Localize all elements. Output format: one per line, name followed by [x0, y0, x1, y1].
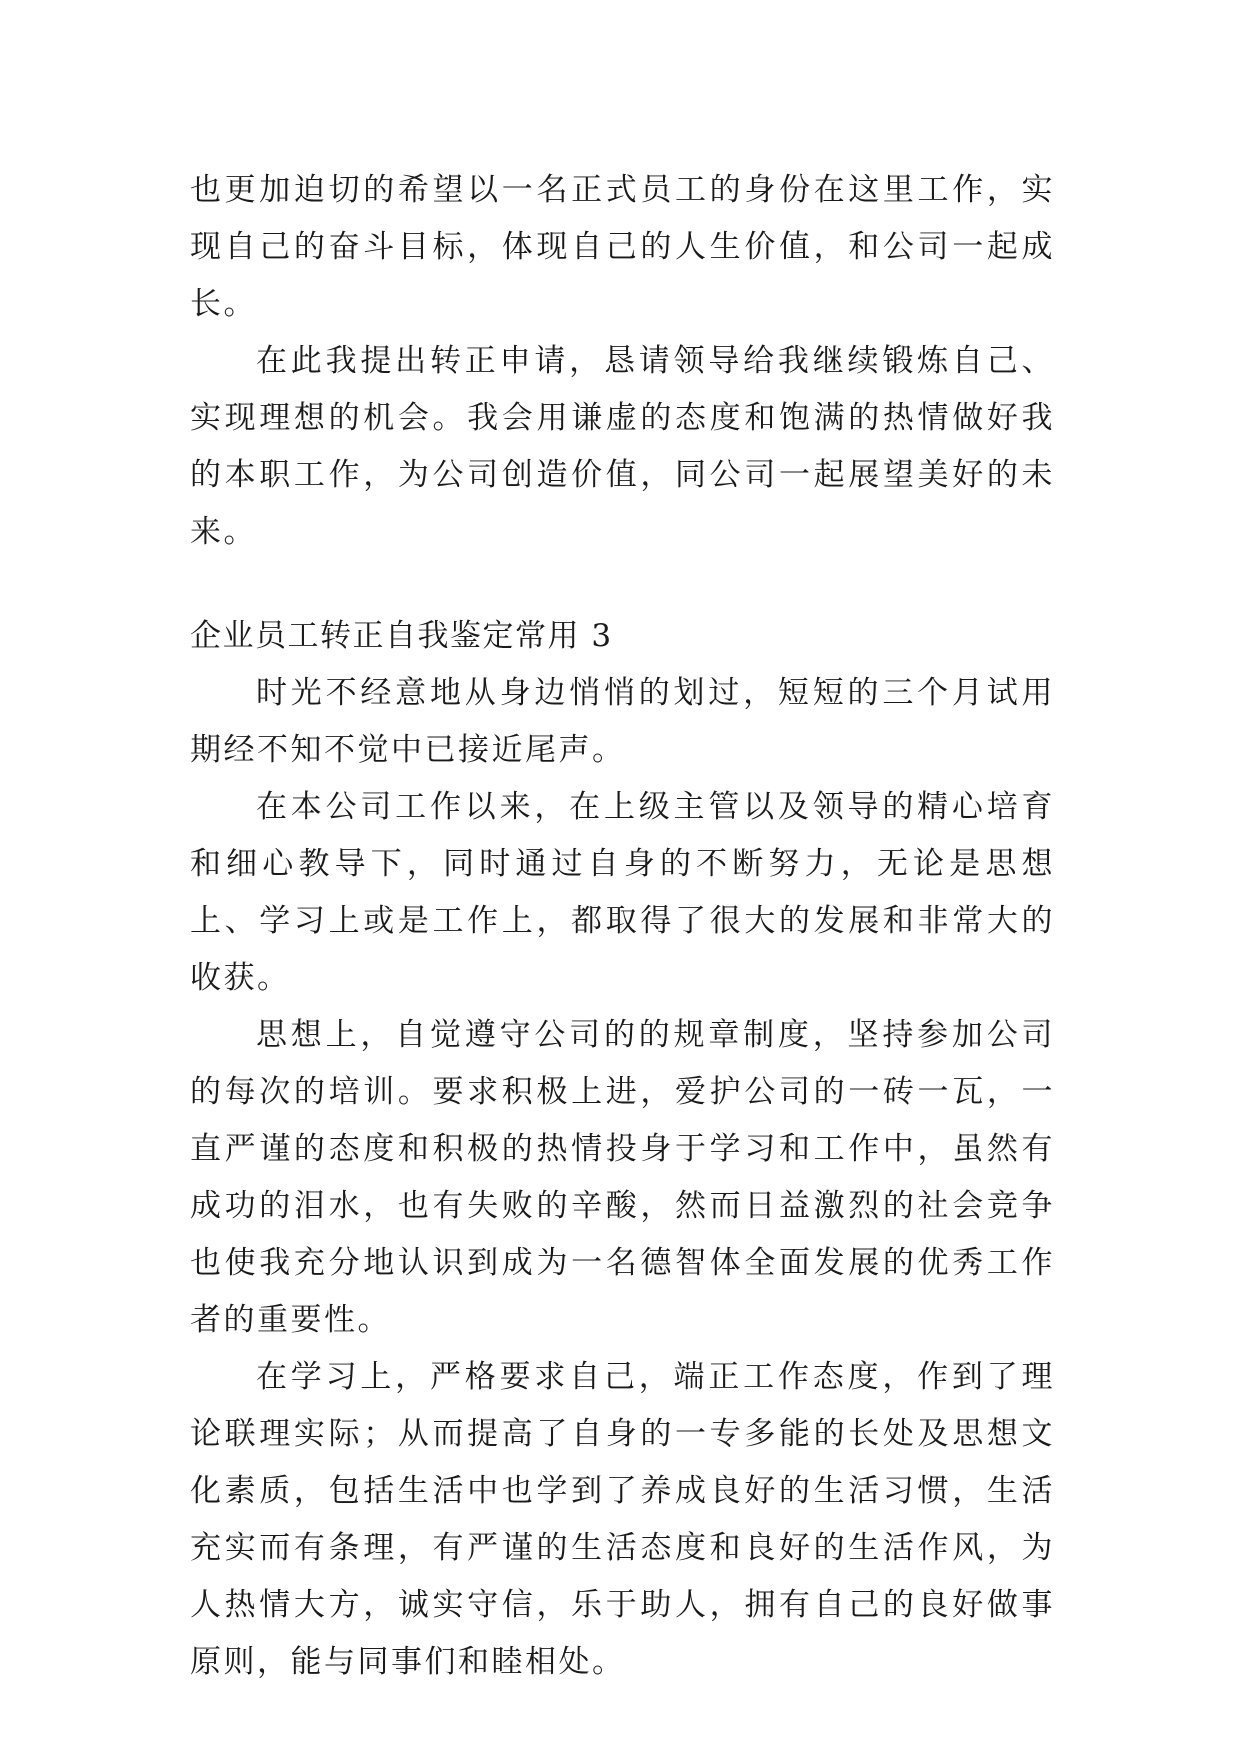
paragraph-study: 在学习上，严格要求自己，端正工作态度，作到了理论联理实际；从而提高了自身的一专多能的长处及思想文化素质，包括生活中也学到了养成良好的生活习惯，生活充实而有条理，有严谨的生活态度和良好的生活作风，为人热情大方，诚实守信，乐于助人，拥有自己的良好做事原则，能与同事们和睦相处。 [190, 1359, 1055, 1680]
section-heading: 企业员工转正自我鉴定常用 3 [190, 618, 613, 654]
paragraph-intro: 时光不经意地从身边悄悄的划过，短短的三个月试用期经不知不觉中已接近尾声。 [190, 675, 1055, 768]
paragraph-application: 在此我提出转正申请，恳请领导给我继续锻炼自己、实现理想的机会。我会用谦虚的态度和饱满的热情做好我的本职工作，为公司创造价值，同公司一起展望美好的未来。 [190, 343, 1055, 550]
paragraph-continuation: 也更加迫切的希望以一名正式员工的身份在这里工作，实现自己的奋斗目标，体现自己的人生价值，和公司一起成长。 [190, 172, 1055, 322]
paragraph-work-summary: 在本公司工作以来，在上级主管以及领导的精心培育和细心教导下，同时通过自身的不断努力，无论是思想上、学习上或是工作上，都取得了很大的发展和非常大的收获。 [190, 789, 1055, 996]
paragraph-thought: 思想上，自觉遵守公司的的规章制度，坚持参加公司的每次的培训。要求积极上进，爱护公司的一砖一瓦，一直严谨的态度和积极的热情投身于学习和工作中，虽然有成功的泪水，也有失败的辛酸，然而日益激烈的社会竞争也使我充分地认识到成为一名德智体全面发展的优秀工作者的重要性。 [190, 1017, 1055, 1338]
document-body [190, 162, 1055, 1691]
